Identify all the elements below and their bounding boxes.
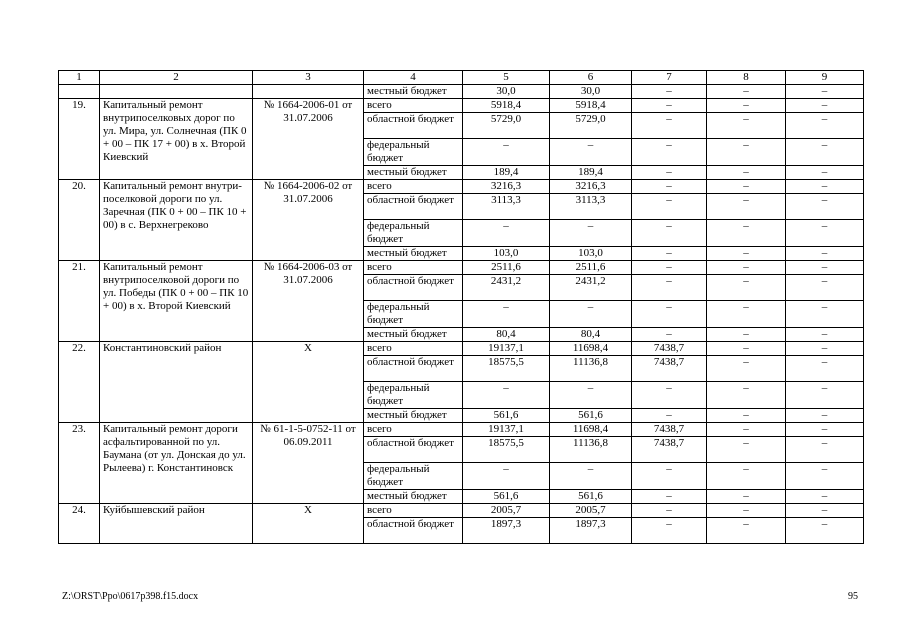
- value-cell: 7438,7: [632, 356, 707, 382]
- document-cell: Х: [253, 342, 364, 423]
- value-cell: 2005,7: [463, 504, 550, 518]
- value-cell: –: [786, 180, 864, 194]
- row-number-cell: 21.: [59, 261, 100, 342]
- table-row: [59, 99, 864, 113]
- value-cell: 2005,7: [550, 504, 632, 518]
- value-cell: –: [786, 504, 864, 518]
- budget-label: федеральный бюджет: [364, 301, 463, 328]
- value-cell: 5918,4: [550, 99, 632, 113]
- value-cell: 5918,4: [463, 99, 550, 113]
- table-row: [59, 504, 864, 518]
- value-cell: –: [707, 518, 786, 544]
- value-cell: 103,0: [550, 247, 632, 261]
- value-cell: –: [707, 490, 786, 504]
- object-name-cell: Капитальный ремонт внутрипоселковой дороги по ул. Победы (ПК 0 + 00 – ПК 10 + 00) в х. Второй Киевский: [100, 261, 253, 342]
- value-cell: 19137,1: [463, 423, 550, 437]
- document-cell: № 1664-2006-01 от 31.07.2006: [253, 99, 364, 180]
- value-cell: 18575,5: [463, 356, 550, 382]
- value-cell: –: [786, 220, 864, 247]
- budget-label: всего: [364, 99, 463, 113]
- value-cell: 11698,4: [550, 342, 632, 356]
- value-cell: 2431,2: [463, 275, 550, 301]
- value-cell: –: [786, 194, 864, 220]
- document-cell: Х: [253, 504, 364, 544]
- value-cell: 80,4: [550, 328, 632, 342]
- object-name-cell: Капитальный ремонт дороги асфальтированной по ул. Баумана (от ул. Донская до ул. Рылеева) г. Константиновск: [100, 423, 253, 504]
- budget-label: областной бюджет: [364, 275, 463, 301]
- budget-label: всего: [364, 504, 463, 518]
- value-cell: –: [786, 113, 864, 139]
- value-cell: 1897,3: [463, 518, 550, 544]
- budget-label: всего: [364, 180, 463, 194]
- value-cell: 189,4: [550, 166, 632, 180]
- value-cell: –: [707, 463, 786, 490]
- budget-label: областной бюджет: [364, 518, 463, 544]
- value-cell: 3216,3: [550, 180, 632, 194]
- value-cell: –: [632, 166, 707, 180]
- value-cell: –: [632, 113, 707, 139]
- budget-label: всего: [364, 423, 463, 437]
- value-cell: –: [707, 437, 786, 463]
- value-cell: –: [786, 301, 864, 328]
- column-number: 6: [550, 71, 632, 85]
- value-cell: 30,0: [550, 85, 632, 99]
- continuation-row: [59, 85, 864, 99]
- value-cell: –: [786, 463, 864, 490]
- value-cell: –: [786, 139, 864, 166]
- row-number-cell: [59, 85, 100, 99]
- row-number-cell: 24.: [59, 504, 100, 544]
- row-number-cell: 23.: [59, 423, 100, 504]
- value-cell: –: [786, 437, 864, 463]
- value-cell: –: [632, 99, 707, 113]
- value-cell: –: [707, 382, 786, 409]
- value-cell: –: [632, 409, 707, 423]
- value-cell: –: [707, 342, 786, 356]
- document-cell: № 1664-2006-03 от 31.07.2006: [253, 261, 364, 342]
- value-cell: 561,6: [463, 409, 550, 423]
- value-cell: –: [632, 220, 707, 247]
- value-cell: –: [707, 220, 786, 247]
- column-number: 7: [632, 71, 707, 85]
- value-cell: 561,6: [463, 490, 550, 504]
- value-cell: –: [786, 166, 864, 180]
- value-cell: 30,0: [463, 85, 550, 99]
- budget-table: [58, 70, 864, 544]
- value-cell: –: [632, 85, 707, 99]
- column-number: 5: [463, 71, 550, 85]
- value-cell: –: [632, 261, 707, 275]
- value-cell: –: [707, 301, 786, 328]
- value-cell: –: [786, 423, 864, 437]
- value-cell: 5729,0: [550, 113, 632, 139]
- object-name-cell: Куйбышевский район: [100, 504, 253, 544]
- value-cell: –: [707, 180, 786, 194]
- value-cell: –: [632, 301, 707, 328]
- value-cell: –: [550, 382, 632, 409]
- value-cell: 1897,3: [550, 518, 632, 544]
- budget-label: федеральный бюджет: [364, 382, 463, 409]
- budget-label: областной бюджет: [364, 113, 463, 139]
- value-cell: –: [632, 275, 707, 301]
- value-cell: –: [707, 166, 786, 180]
- value-cell: –: [550, 139, 632, 166]
- object-name-cell: Капитальный ремонт внутрипоселковых дорог по ул. Мира, ул. Солнечная (ПК 0 + 00 – ПК 17 + 00) в х. Второй Киевский: [100, 99, 253, 180]
- budget-label: местный бюджет: [364, 247, 463, 261]
- budget-label: всего: [364, 261, 463, 275]
- table-row: [59, 423, 864, 437]
- budget-label: областной бюджет: [364, 437, 463, 463]
- value-cell: –: [707, 247, 786, 261]
- value-cell: 7438,7: [632, 423, 707, 437]
- value-cell: 2431,2: [550, 275, 632, 301]
- value-cell: –: [786, 382, 864, 409]
- column-number: 8: [707, 71, 786, 85]
- budget-label: местный бюджет: [364, 490, 463, 504]
- value-cell: 3113,3: [550, 194, 632, 220]
- value-cell: –: [786, 247, 864, 261]
- value-cell: –: [786, 356, 864, 382]
- value-cell: 7438,7: [632, 342, 707, 356]
- value-cell: –: [632, 328, 707, 342]
- value-cell: –: [463, 139, 550, 166]
- budget-label: областной бюджет: [364, 356, 463, 382]
- table-row: [59, 342, 864, 356]
- value-cell: –: [786, 342, 864, 356]
- value-cell: –: [786, 261, 864, 275]
- value-cell: 80,4: [463, 328, 550, 342]
- value-cell: 189,4: [463, 166, 550, 180]
- value-cell: –: [786, 328, 864, 342]
- value-cell: –: [632, 490, 707, 504]
- value-cell: 7438,7: [632, 437, 707, 463]
- value-cell: 561,6: [550, 490, 632, 504]
- value-cell: –: [632, 139, 707, 166]
- row-number-cell: 20.: [59, 180, 100, 261]
- value-cell: –: [707, 275, 786, 301]
- value-cell: –: [707, 328, 786, 342]
- value-cell: –: [463, 463, 550, 490]
- table-row: [59, 261, 864, 275]
- value-cell: –: [632, 180, 707, 194]
- value-cell: 3216,3: [463, 180, 550, 194]
- value-cell: –: [632, 247, 707, 261]
- budget-label: федеральный бюджет: [364, 220, 463, 247]
- document-cell: [253, 85, 364, 99]
- value-cell: 11136,8: [550, 356, 632, 382]
- budget-label: федеральный бюджет: [364, 463, 463, 490]
- object-name-cell: [100, 85, 253, 99]
- object-name-cell: Константиновский район: [100, 342, 253, 423]
- value-cell: 11698,4: [550, 423, 632, 437]
- budget-label: местный бюджет: [364, 166, 463, 180]
- value-cell: –: [550, 220, 632, 247]
- column-number: 4: [364, 71, 463, 85]
- value-cell: –: [707, 139, 786, 166]
- value-cell: –: [786, 518, 864, 544]
- budget-label: местный бюджет: [364, 85, 463, 99]
- value-cell: –: [632, 518, 707, 544]
- value-cell: 19137,1: [463, 342, 550, 356]
- table-row: [59, 180, 864, 194]
- budget-label: федеральный бюджет: [364, 139, 463, 166]
- value-cell: –: [707, 85, 786, 99]
- value-cell: –: [707, 504, 786, 518]
- value-cell: 5729,0: [463, 113, 550, 139]
- column-number: 1: [59, 71, 100, 85]
- value-cell: –: [463, 301, 550, 328]
- value-cell: 2511,6: [550, 261, 632, 275]
- value-cell: –: [632, 382, 707, 409]
- value-cell: –: [786, 99, 864, 113]
- column-number: 9: [786, 71, 864, 85]
- value-cell: –: [707, 409, 786, 423]
- value-cell: –: [632, 504, 707, 518]
- value-cell: 2511,6: [463, 261, 550, 275]
- value-cell: –: [550, 301, 632, 328]
- row-number-cell: 22.: [59, 342, 100, 423]
- value-cell: –: [707, 261, 786, 275]
- budget-label: местный бюджет: [364, 328, 463, 342]
- value-cell: –: [707, 99, 786, 113]
- value-cell: –: [550, 463, 632, 490]
- value-cell: –: [786, 490, 864, 504]
- table-body: [59, 85, 864, 544]
- footer-file-path: Z:\ORST\Ppo\0617p398.f15.docx: [62, 591, 199, 602]
- value-cell: –: [632, 463, 707, 490]
- value-cell: 561,6: [550, 409, 632, 423]
- budget-label: местный бюджет: [364, 409, 463, 423]
- document-cell: № 61-1-5-0752-11 от 06.09.2011: [253, 423, 364, 504]
- value-cell: –: [786, 85, 864, 99]
- value-cell: –: [707, 356, 786, 382]
- column-number: 2: [100, 71, 253, 85]
- value-cell: 18575,5: [463, 437, 550, 463]
- column-number: 3: [253, 71, 364, 85]
- value-cell: –: [707, 113, 786, 139]
- value-cell: –: [786, 409, 864, 423]
- row-number-cell: 19.: [59, 99, 100, 180]
- value-cell: 11136,8: [550, 437, 632, 463]
- value-cell: 103,0: [463, 247, 550, 261]
- value-cell: –: [786, 275, 864, 301]
- budget-label: областной бюджет: [364, 194, 463, 220]
- document-cell: № 1664-2006-02 от 31.07.2006: [253, 180, 364, 261]
- budget-label: всего: [364, 342, 463, 356]
- value-cell: –: [707, 423, 786, 437]
- column-number-row: [59, 71, 864, 85]
- value-cell: 3113,3: [463, 194, 550, 220]
- value-cell: –: [632, 194, 707, 220]
- value-cell: –: [707, 194, 786, 220]
- value-cell: –: [463, 220, 550, 247]
- page-number: 95: [848, 591, 858, 602]
- value-cell: –: [463, 382, 550, 409]
- object-name-cell: Капитальный ремонт внутри-поселковой дороги по ул. Заречная (ПК 0 + 00 – ПК 10 + 00) в с. Верхнегреково: [100, 180, 253, 261]
